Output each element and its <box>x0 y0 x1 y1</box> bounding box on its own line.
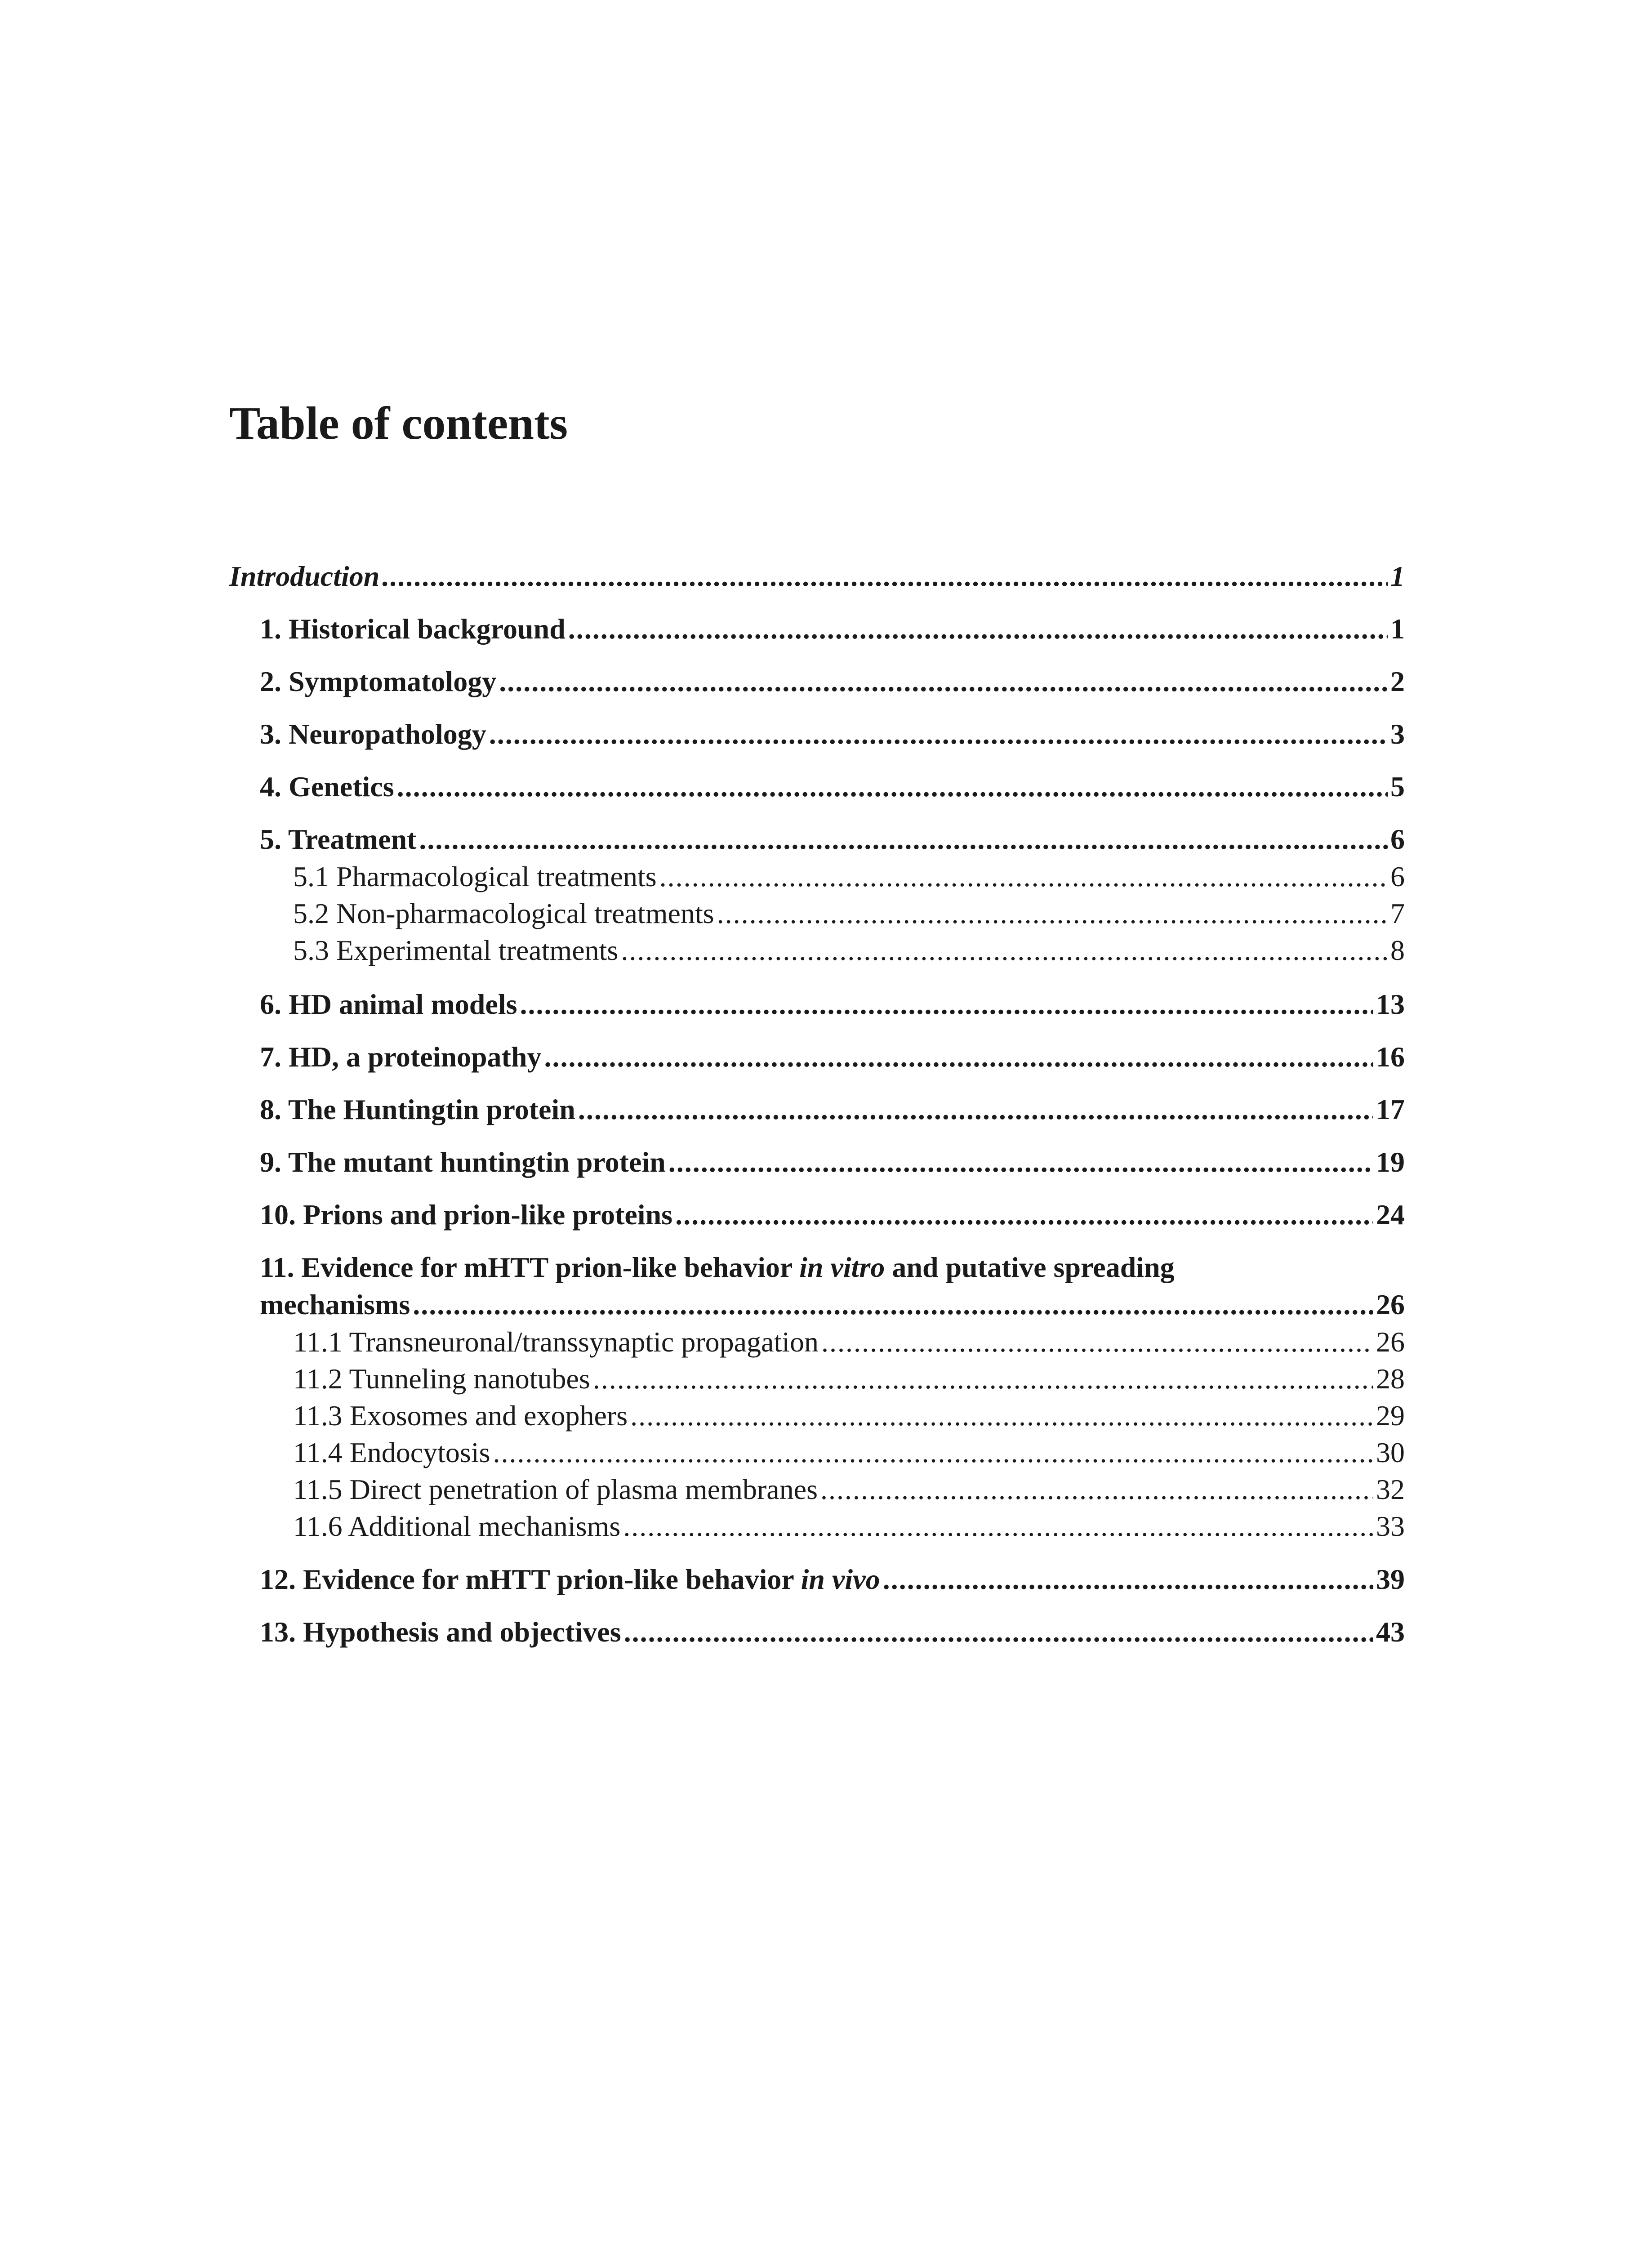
toc-entry-label: 11.3 Exosomes and exophers <box>293 1400 628 1432</box>
dot-leader <box>520 990 1373 1019</box>
toc-entry-label: 7. HD, a proteinopathy <box>260 1041 542 1073</box>
dot-leader <box>499 667 1388 696</box>
toc-page-number: 8 <box>1390 934 1405 966</box>
toc-entry-additional-mechanisms[interactable] <box>293 1512 1405 1541</box>
toc-page-number: 43 <box>1376 1616 1405 1648</box>
toc-entry-label: 5.1 Pharmacological treatments <box>293 861 657 892</box>
toc-entry-hd-animal-models[interactable] <box>260 990 1405 1019</box>
toc-entry-exosomes-exophers[interactable] <box>293 1401 1405 1430</box>
toc-entry-label: 11.5 Direct penetration of plasma membranes <box>293 1473 818 1505</box>
dot-leader <box>413 1290 1373 1319</box>
toc-entry-label <box>260 1565 880 1594</box>
toc-entry-hd-proteinopathy[interactable] <box>260 1043 1405 1071</box>
toc-page-number: 1 <box>1390 613 1405 645</box>
dot-leader <box>568 615 1388 643</box>
dot-leader <box>659 862 1388 891</box>
toc-entry-label: 3. Neuropathology <box>260 718 486 750</box>
dot-leader <box>578 1095 1373 1124</box>
toc-entry-label: 4. Genetics <box>260 771 394 803</box>
toc-page-number: 6 <box>1390 823 1405 855</box>
toc-page-number: 5 <box>1390 771 1405 803</box>
toc-entry-label: 10. Prions and prion-like proteins <box>260 1199 673 1231</box>
toc-page-number: 28 <box>1376 1363 1405 1395</box>
toc-page-number: 30 <box>1376 1436 1405 1468</box>
dot-leader <box>624 1618 1373 1646</box>
toc-page-number: 32 <box>1376 1473 1405 1505</box>
toc-page-number: 17 <box>1376 1093 1405 1125</box>
toc-entry-huntingtin-protein[interactable] <box>260 1095 1405 1124</box>
toc-entry-direct-penetration[interactable] <box>293 1475 1405 1504</box>
toc-entry-label: Introduction <box>229 560 380 592</box>
toc-entry-neuropathology[interactable] <box>260 720 1405 749</box>
toc-entry-label: 11.6 Additional mechanisms <box>293 1510 621 1542</box>
toc-entry-experimental-treatments[interactable] <box>293 936 1405 965</box>
toc-entry-label-part: 12. Evidence for mHTT prion-like behavior <box>260 1563 801 1595</box>
toc-page-number: 24 <box>1376 1199 1405 1231</box>
toc-entry-label-part: 11. Evidence for mHTT prion-like behavior <box>260 1251 800 1283</box>
toc-page-number: 13 <box>1376 988 1405 1020</box>
toc-page-number: 3 <box>1390 718 1405 750</box>
toc-entry-symptomatology[interactable] <box>260 667 1405 696</box>
toc-entry-introduction[interactable] <box>229 562 1405 591</box>
toc-entry-transneuronal-propagation[interactable] <box>293 1328 1405 1356</box>
toc-entry-label: 11.4 Endocytosis <box>293 1436 490 1468</box>
toc-entry-label: 5. Treatment <box>260 823 417 855</box>
toc-page-number: 29 <box>1376 1400 1405 1432</box>
toc-entry-label-part: and putative spreading <box>885 1251 1175 1283</box>
dot-leader <box>419 825 1388 854</box>
dot-leader <box>621 936 1388 965</box>
dot-leader <box>630 1401 1373 1430</box>
toc-entry-label-italic: in vivo <box>801 1563 880 1595</box>
toc-page-number: 1 <box>1390 560 1405 592</box>
toc-entry-evidence-in-vitro-line2[interactable] <box>260 1290 1405 1319</box>
dot-leader <box>544 1043 1373 1071</box>
toc-entry-label: 13. Hypothesis and objectives <box>260 1616 621 1648</box>
toc-entry-non-pharmacological-treatments[interactable] <box>293 899 1405 928</box>
dot-leader <box>668 1148 1373 1177</box>
toc-entry-evidence-in-vitro-line1[interactable] <box>260 1253 1175 1282</box>
toc-page-number: 16 <box>1376 1041 1405 1073</box>
toc-entry-treatment[interactable] <box>260 825 1405 854</box>
toc-entry-pharmacological-treatments[interactable] <box>293 862 1405 891</box>
toc-page-number: 19 <box>1376 1146 1405 1178</box>
toc-entry-label: 5.3 Experimental treatments <box>293 934 619 966</box>
toc-entry-label: 2. Symptomatology <box>260 665 497 697</box>
dot-leader <box>675 1200 1373 1229</box>
toc-page-number: 2 <box>1390 665 1405 697</box>
toc-entry-label: 9. The mutant huntingtin protein <box>260 1146 666 1178</box>
dot-leader <box>820 1475 1373 1504</box>
toc-entry-label: 1. Historical background <box>260 613 566 645</box>
toc-page-number: 6 <box>1390 861 1405 892</box>
dot-leader <box>489 720 1388 749</box>
dot-leader <box>883 1565 1373 1594</box>
dot-leader <box>493 1438 1374 1467</box>
toc-page-number: 39 <box>1376 1563 1405 1595</box>
toc-entry-genetics[interactable] <box>260 772 1405 801</box>
toc-entry-prions-prion-like-proteins[interactable] <box>260 1200 1405 1229</box>
dot-leader <box>623 1512 1373 1541</box>
toc-entry-hypothesis-objectives[interactable] <box>260 1618 1405 1646</box>
toc-entry-label: 6. HD animal models <box>260 988 517 1020</box>
dot-leader <box>821 1328 1373 1356</box>
dot-leader <box>717 899 1388 928</box>
dot-leader <box>382 562 1388 591</box>
toc-entry-endocytosis[interactable] <box>293 1438 1405 1467</box>
dot-leader <box>397 772 1388 801</box>
toc-entry-label: mechanisms <box>260 1289 410 1320</box>
toc-page-number: 33 <box>1376 1510 1405 1542</box>
toc-page-number: 26 <box>1376 1289 1405 1320</box>
toc-entry-label: 11.2 Tunneling nanotubes <box>293 1363 590 1395</box>
toc-page-number: 7 <box>1390 897 1405 929</box>
toc-entry-label: 5.2 Non-pharmacological treatments <box>293 897 714 929</box>
toc-entry-tunneling-nanotubes[interactable] <box>293 1365 1405 1393</box>
toc-entry-evidence-in-vivo[interactable] <box>260 1565 1405 1594</box>
toc-page-number: 26 <box>1376 1326 1405 1358</box>
page-title: Table of contents <box>229 397 568 449</box>
toc-entry-label: 8. The Huntingtin protein <box>260 1093 575 1125</box>
dot-leader <box>593 1365 1373 1393</box>
toc-entry-label: 11.1 Transneuronal/transsynaptic propagation <box>293 1326 819 1358</box>
toc-entry-label-italic: in vitro <box>799 1251 885 1283</box>
toc-entry-historical-background[interactable] <box>260 615 1405 643</box>
toc-entry-mutant-huntingtin-protein[interactable] <box>260 1148 1405 1177</box>
